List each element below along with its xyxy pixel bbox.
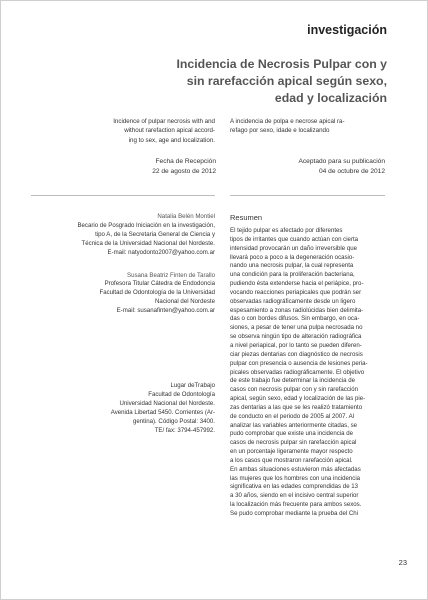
title-line: Incidencia de Necrosis Pulpar con y (176, 57, 387, 71)
text-line: vocando reacciones periapicales que podrán ser (230, 288, 362, 296)
text-line: Técnica de la Universidad Nacional del Nordeste. (81, 239, 215, 247)
received-value: 22 de agosto de 2012 (152, 167, 216, 175)
text-line: Avenida Libertad 5450. Corrientes (Ar- (110, 408, 215, 416)
text-line: A incidencia de polpa e necrose apical ra- (230, 118, 345, 125)
text-line: ing to sex, age and localization. (128, 136, 215, 144)
text-line: significativa en las edades comprendidas de 13 (230, 483, 359, 491)
author-block (31, 272, 215, 317)
text-line: TE/ fax: 3794-457992. (154, 426, 215, 434)
text-line: das o con bordes difusos. Sin embargo, en oca- (230, 315, 360, 323)
author-name: Susana Beatriz Finten de Tarallo (127, 271, 215, 279)
section-label: investigación (307, 23, 387, 37)
text-line: observadas radiográficamente desde un ligero (230, 297, 356, 305)
author-name: Natalia Belén Montiel (157, 213, 215, 220)
workplace-heading: Lugar deTrabajo (170, 382, 215, 389)
text-line: apical, según sexo, edad y localización de las pie- (230, 395, 366, 403)
text-line: a los casos que mostraron rarefacción apical. (230, 456, 353, 464)
text-line: las mujeres que los hombres con una incidencia (230, 474, 361, 482)
text-line: siones, a pesar de tener una pulpa necrosada no (230, 324, 363, 332)
text-line: llevará poco a poco a la degeneración ocasio- (230, 253, 355, 261)
text-line: zas dentarias a las que se les realizó tratamiento (230, 403, 363, 411)
author-email: E-mail: susanafinten@yahoo.com.ar (116, 307, 215, 315)
text-line: Incidence of pulpar necrosis with and (113, 118, 215, 125)
text-line: without rarefaction apical accord- (124, 127, 215, 135)
text-line: tipo A, de la Secretaria General de Ciencia y (95, 230, 215, 238)
text-line: pudo comprobar que existe una incidencia de (230, 430, 353, 438)
portuguese-title (230, 117, 385, 136)
text-line: una condición para la proliferación bacteriana, (230, 271, 355, 279)
text-line: Facultad de Odontología de la Universidad (99, 289, 215, 297)
page-number: 23 (398, 558, 407, 567)
text-line: refago por sexo, idade e localizando (230, 127, 330, 135)
accepted-label: Aceptado para su publicación (298, 158, 385, 165)
received-label: Fecha de Recepción (155, 158, 216, 165)
accepted-date (263, 157, 385, 176)
text-line: intensidad provocarán un daño irreversible que (230, 244, 358, 252)
divider-left (31, 195, 215, 196)
text-line: Facultad de Odontología (148, 390, 215, 398)
text-line: nando una necrosis pulpar, la cual representa (230, 262, 354, 270)
text-line: Nacional del Nordeste (155, 298, 215, 306)
text-line: de este trabajo fue determinar la incidencia de (230, 377, 355, 385)
received-date (111, 157, 216, 176)
text-line: tipos de irritantes que cuando actúan con cierta (230, 235, 359, 243)
text-line: la localización más frecuente para ambos sexos. (230, 501, 362, 509)
resumen-body (230, 227, 385, 519)
text-line: pulpar con presencia o ausencia de lesiones peria- (230, 359, 368, 367)
text-line: ciar piezas dentarias con diagnóstico de necrosis (230, 350, 363, 358)
text-line: se observa ningún tipo de alteración radiográfica (230, 333, 362, 341)
text-line: a 30 años, siendo en el incisivo central superior (230, 492, 359, 500)
text-line: gentina). Código Postal: 3400. (133, 417, 215, 425)
text-line: Becario de Posgrado Iniciación en la investigación, (77, 221, 215, 229)
text-line: Universidad Nacional del Nordeste. (119, 399, 215, 407)
text-line: Profesora Titular Cátedra de Endodoncia (104, 280, 215, 288)
authors-column (31, 213, 215, 330)
accepted-value: 04 de octubre de 2012 (319, 167, 385, 175)
text-line: pudiendo ésta extenderse hacia el periápice, pro- (230, 280, 364, 288)
divider-right (230, 195, 385, 196)
title-line: edad y localización (274, 91, 387, 105)
workplace-block (31, 382, 215, 435)
author-block (31, 213, 215, 258)
text-line: en un porcentaje ligeramente mayor respecto (230, 448, 353, 456)
text-line: analizar las variables anteriormente citadas, se (230, 421, 358, 429)
english-title (81, 117, 215, 145)
text-line: En ambas situaciones estuvieron más afectadas (230, 465, 361, 473)
text-line: Se pudo comprobar mediante la prueba del Chi (230, 510, 359, 517)
author-email: E-mail: natyodonto2007@yahoo.com.ar (107, 248, 215, 256)
text-line: picales observadas radiográficamente. El objetivo (230, 368, 365, 376)
resumen-heading: Resumen (230, 213, 263, 222)
text-line: a nivel periapical, por lo tanto se pueden diferen- (230, 341, 362, 349)
article-title (87, 56, 387, 107)
text-line: El tejido pulpar es afectado por diferentes (230, 227, 343, 234)
text-line: casos de necrosis pulpar sin rarefacción apical (230, 439, 357, 447)
text-line: de conducto en el periodo de 2005 al 2007. Al (230, 412, 355, 420)
title-line: sin rarefacción apical según sexo, (186, 74, 387, 88)
text-line: casos con necrosis pulpar con y sin rarefacción (230, 386, 359, 394)
text-line: espesamiento a zonas radiolúcidas bien delimita- (230, 306, 364, 314)
